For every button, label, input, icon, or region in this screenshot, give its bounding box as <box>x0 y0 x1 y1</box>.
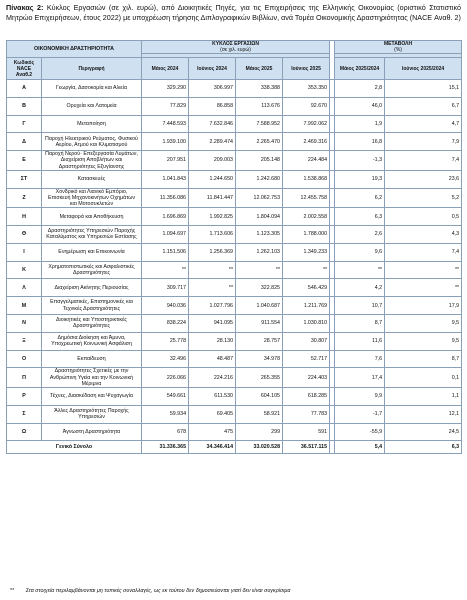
sector-description: Επαγγελματικές, Επιστημονικές και Τεχνικές Δραστηριότητες <box>42 297 142 315</box>
value-may-2025: 113.676 <box>236 97 283 115</box>
value-may-2024: 207.951 <box>142 151 189 171</box>
value-may-2024: 329.290 <box>142 80 189 98</box>
value-june-2024: 224.216 <box>189 368 236 388</box>
value-june-2025: 2.002.558 <box>283 208 330 226</box>
change-may: 46,0 <box>335 97 385 115</box>
sector-description: Άλλες Δραστηριότητες Παροχής Υπηρεσιών <box>42 405 142 423</box>
value-june-2025: 546.429 <box>283 279 330 297</box>
change-june: 7,9 <box>385 133 462 151</box>
total-june-change: 6,3 <box>385 441 462 454</box>
sector-code: Ε <box>7 151 42 171</box>
change-may: 10,7 <box>335 297 385 315</box>
sector-code: ΣΤ <box>7 170 42 188</box>
change-header-title: ΜΕΤΑΒΟΛΗ <box>384 41 413 47</box>
change-june: 4,3 <box>385 226 462 244</box>
code-header: Κωδικός NACE Αναθ.2 <box>7 58 42 80</box>
value-may-2025: 34.978 <box>236 350 283 368</box>
value-june-2024: 48.487 <box>189 350 236 368</box>
value-june-2024: 1.027.796 <box>189 297 236 315</box>
value-june-2024: 209.003 <box>189 151 236 171</box>
sector-code: Ω <box>7 423 42 441</box>
value-may-2024: 1.939.100 <box>142 133 189 151</box>
value-june-2024: 1.992.825 <box>189 208 236 226</box>
value-may-2024: 678 <box>142 423 189 441</box>
value-june-2024: 2.289.474 <box>189 133 236 151</box>
change-june: 7,4 <box>385 243 462 261</box>
total-june-2024: 34.346.414 <box>189 441 236 454</box>
change-june: 12,1 <box>385 405 462 423</box>
change-june: 9,5 <box>385 332 462 350</box>
value-june-2025: 591 <box>283 423 330 441</box>
change-may: 17,4 <box>335 368 385 388</box>
sector-description: Χρηματοπιστωτικές και Ασφαλιστικές Δραστηριότητες <box>42 261 142 279</box>
change-june: 7,4 <box>385 151 462 171</box>
change-may: 2,6 <box>335 226 385 244</box>
sector-description: Τέχνες, Διασκέδαση και Ψυχαγωγία <box>42 387 142 405</box>
sector-description: Ορυχεία και Λατομεία <box>42 97 142 115</box>
value-june-2024: 1.713.606 <box>189 226 236 244</box>
change-may: 19,3 <box>335 170 385 188</box>
total-row <box>7 441 462 454</box>
table-row <box>7 97 462 115</box>
value-june-2025: 2.469.316 <box>283 133 330 151</box>
col-may-change-header: Μάιος 2025/2024 <box>335 58 385 80</box>
value-may-2025: 338.388 <box>236 80 283 98</box>
change-june: 17,9 <box>385 297 462 315</box>
table-row <box>7 170 462 188</box>
change-june: 23,6 <box>385 170 462 188</box>
value-may-2025: 58.921 <box>236 405 283 423</box>
value-may-2024: 1.094.697 <box>142 226 189 244</box>
value-june-2025: 7.992.062 <box>283 115 330 133</box>
table-row <box>7 423 462 441</box>
sector-description: Δραστηριότητες Υπηρεσιών Παροχής Καταλύματος και Υπηρεσιών Εστίασης <box>42 226 142 244</box>
sector-code: Ι <box>7 243 42 261</box>
change-may: 6,3 <box>335 208 385 226</box>
value-june-2024: ** <box>189 279 236 297</box>
change-may: ** <box>335 261 385 279</box>
turnover-header-title: ΚΥΚΛΟΣ ΕΡΓΑΣΙΩΝ <box>212 41 259 47</box>
change-june: 8,7 <box>385 350 462 368</box>
value-june-2025: 224.403 <box>283 368 330 388</box>
sector-code: Δ <box>7 133 42 151</box>
sector-code: Γ <box>7 115 42 133</box>
sector-code: Π <box>7 368 42 388</box>
value-june-2025: 1.788.000 <box>283 226 330 244</box>
table-row <box>7 115 462 133</box>
value-june-2025: 1.349.233 <box>283 243 330 261</box>
value-june-2025: 353.350 <box>283 80 330 98</box>
value-may-2025: 265.355 <box>236 368 283 388</box>
value-june-2024: 11.841.447 <box>189 188 236 208</box>
value-may-2024: 838.224 <box>142 314 189 332</box>
change-may: 4,2 <box>335 279 385 297</box>
change-june: 15,1 <box>385 80 462 98</box>
change-june: ** <box>385 279 462 297</box>
change-june: 1,1 <box>385 387 462 405</box>
change-june: 24,5 <box>385 423 462 441</box>
value-may-2025: 1.242.680 <box>236 170 283 188</box>
value-may-2024: 11.356.086 <box>142 188 189 208</box>
turnover-header <box>142 41 330 54</box>
value-june-2025: 1.211.769 <box>283 297 330 315</box>
col-june-2024-header: Ιούνιος 2024 <box>189 58 236 80</box>
value-may-2025: 1.804.094 <box>236 208 283 226</box>
change-header <box>335 41 462 54</box>
sector-description: Μεταφορά και Αποθήκευση <box>42 208 142 226</box>
table-row <box>7 226 462 244</box>
change-june: 5,2 <box>385 188 462 208</box>
sector-description: Παροχή Ηλεκτρικού Ρεύματος, Φυσικού Αερίου, Ατμού και Κλιματισμού <box>42 133 142 151</box>
value-may-2024: 7.448.593 <box>142 115 189 133</box>
value-may-2024: 1.041.843 <box>142 170 189 188</box>
sector-description: Παροχή Νερού· Επεξεργασία Λυμάτων, Διαχείριση Αποβλήτων και Δραστηριότητες Εξυγίανσης <box>42 151 142 171</box>
table-row <box>7 387 462 405</box>
value-june-2025: 77.783 <box>283 405 330 423</box>
change-june: 4,7 <box>385 115 462 133</box>
value-may-2025: 1.040.687 <box>236 297 283 315</box>
table-caption <box>6 3 461 24</box>
change-may: 9,9 <box>335 387 385 405</box>
value-june-2024: 306.997 <box>189 80 236 98</box>
sector-code: Ξ <box>7 332 42 350</box>
change-header-unit: (%) <box>394 47 402 53</box>
value-may-2025: 12.062.753 <box>236 188 283 208</box>
sector-code: Β <box>7 97 42 115</box>
value-june-2024: 1.256.369 <box>189 243 236 261</box>
change-june: 0,1 <box>385 368 462 388</box>
total-may-change: 5,4 <box>335 441 385 454</box>
value-june-2024: 69.405 <box>189 405 236 423</box>
change-may: -55,9 <box>335 423 385 441</box>
table-row <box>7 332 462 350</box>
footnote <box>10 588 290 594</box>
total-may-2025: 33.020.528 <box>236 441 283 454</box>
sector-code: Λ <box>7 279 42 297</box>
value-may-2025: 911.554 <box>236 314 283 332</box>
sector-description: Διοικητικές και Υποστηρικτικές Δραστηριότητες <box>42 314 142 332</box>
change-may: 1,9 <box>335 115 385 133</box>
col-june-2025-header: Ιούνιος 2025 <box>283 58 330 80</box>
value-june-2025: ** <box>283 261 330 279</box>
table-row <box>7 188 462 208</box>
value-may-2025: 299 <box>236 423 283 441</box>
value-june-2025: 52.717 <box>283 350 330 368</box>
col-may-2025-header: Μάιος 2025 <box>236 58 283 80</box>
change-june: 0,5 <box>385 208 462 226</box>
value-may-2025: 7.588.952 <box>236 115 283 133</box>
value-june-2025: 618.285 <box>283 387 330 405</box>
value-june-2024: 86.858 <box>189 97 236 115</box>
sector-description: Κατασκευές <box>42 170 142 188</box>
sector-description: Δραστηριότητες Σχετικές με την Ανθρώπινη Υγεία και την Κοινωνική Μέριμνα <box>42 368 142 388</box>
value-may-2025: 1.123.305 <box>236 226 283 244</box>
sector-description: Μεταποίηση <box>42 115 142 133</box>
sector-code: Σ <box>7 405 42 423</box>
value-may-2025: 1.262.103 <box>236 243 283 261</box>
value-june-2025: 224.484 <box>283 151 330 171</box>
change-june: ** <box>385 261 462 279</box>
value-may-2024: 1.696.869 <box>142 208 189 226</box>
sector-code: Ο <box>7 350 42 368</box>
sector-description: Άγνωστη Δραστηριότητα <box>42 423 142 441</box>
change-may: 11,6 <box>335 332 385 350</box>
change-june: 9,5 <box>385 314 462 332</box>
value-june-2025: 30.807 <box>283 332 330 350</box>
table-row <box>7 405 462 423</box>
value-june-2024: 611.530 <box>189 387 236 405</box>
table-row <box>7 297 462 315</box>
value-may-2024: 32.496 <box>142 350 189 368</box>
value-may-2025: 2.265.470 <box>236 133 283 151</box>
change-may: 6,2 <box>335 188 385 208</box>
caption-text: Κύκλος Εργασιών (σε χιλ. ευρώ), από Διοικητικές Πηγές, για τις Επιχειρήσεις της Ελληνικής Οικονομίας (οριστικό Στατιστικό Μητρώο Επιχειρήσεων, έτους 2022) με υποχρέωση τήρησης Διπλογραφικών Βιβλίων, ανά Τομέα Οικονομικής Δραστηριότητας (NACE Αναθ. 2) <box>6 3 462 23</box>
change-may: -1,7 <box>335 405 385 423</box>
value-june-2024: 475 <box>189 423 236 441</box>
value-may-2024: 940.036 <box>142 297 189 315</box>
sector-code: Η <box>7 208 42 226</box>
sector-code: Ν <box>7 314 42 332</box>
change-may: -1,3 <box>335 151 385 171</box>
value-may-2025: 205.148 <box>236 151 283 171</box>
sector-code: Ζ <box>7 188 42 208</box>
change-june: 6,7 <box>385 97 462 115</box>
change-may: 2,8 <box>335 80 385 98</box>
value-may-2025: 604.105 <box>236 387 283 405</box>
change-may: 8,7 <box>335 314 385 332</box>
table-row <box>7 243 462 261</box>
change-may: 7,6 <box>335 350 385 368</box>
value-june-2025: 1.030.810 <box>283 314 330 332</box>
sector-description: Εκπαίδευση <box>42 350 142 368</box>
footnote-marker: ** <box>10 588 15 594</box>
sector-code: Κ <box>7 261 42 279</box>
sector-description: Διαχείριση Ακίνητης Περιουσίας <box>42 279 142 297</box>
value-may-2025: 28.757 <box>236 332 283 350</box>
footnote-text: Στα στοιχεία περιλαμβάνονται μη τυπικές συναλλαγές, ως εκ τούτου δεν δημοσιεύονται γιατί δεν είναι συγκρίσιμα <box>25 588 291 594</box>
value-june-2024: 28.130 <box>189 332 236 350</box>
col-june-change-header: Ιούνιος 2025/2024 <box>385 58 462 80</box>
total-may-2024: 31.336.365 <box>142 441 189 454</box>
value-may-2024: 549.661 <box>142 387 189 405</box>
value-june-2025: 92.670 <box>283 97 330 115</box>
turnover-header-unit: (σε χιλ. ευρώ) <box>220 47 251 53</box>
table-row <box>7 151 462 171</box>
sector-code: Μ <box>7 297 42 315</box>
table-row <box>7 208 462 226</box>
table-row <box>7 279 462 297</box>
description-header: Περιγραφή <box>42 58 142 80</box>
turnover-table <box>6 40 462 454</box>
change-may: 16,8 <box>335 133 385 151</box>
table-row <box>7 80 462 98</box>
value-may-2024: 309.717 <box>142 279 189 297</box>
value-may-2024: 226.066 <box>142 368 189 388</box>
value-may-2025: 322.825 <box>236 279 283 297</box>
table-row <box>7 261 462 279</box>
value-may-2025: ** <box>236 261 283 279</box>
value-june-2024: ** <box>189 261 236 279</box>
value-may-2024: ** <box>142 261 189 279</box>
col-may-2024-header: Μάιος 2024 <box>142 58 189 80</box>
value-june-2025: 1.538.868 <box>283 170 330 188</box>
total-june-2025: 36.517.115 <box>283 441 330 454</box>
change-may: 9,6 <box>335 243 385 261</box>
value-may-2024: 25.778 <box>142 332 189 350</box>
table-row <box>7 350 462 368</box>
sector-description: Γεωργία, Δασοκομία και Αλιεία <box>42 80 142 98</box>
sector-code: Ρ <box>7 387 42 405</box>
sector-description: Χονδρικό και Λιανικό Εμπόριο, Επισκευή Μηχανοκινήτων Οχημάτων και Μοτοσυκλετών <box>42 188 142 208</box>
value-june-2024: 941.095 <box>189 314 236 332</box>
sector-code: Θ <box>7 226 42 244</box>
activity-header: ΟΙΚΟΝΟΜΙΚΗ ΔΡΑΣΤΗΡΙΟΤΗΤΑ <box>7 41 142 58</box>
value-may-2024: 77.829 <box>142 97 189 115</box>
table-row <box>7 368 462 388</box>
value-may-2024: 59.934 <box>142 405 189 423</box>
table-row <box>7 314 462 332</box>
caption-label: Πίνακας 2: <box>6 3 44 12</box>
value-june-2024: 7.632.846 <box>189 115 236 133</box>
sector-description: Δημόσια Διοίκηση και Άμυνα, Υποχρεωτική Κοινωνική Ασφάλιση <box>42 332 142 350</box>
value-june-2024: 1.244.650 <box>189 170 236 188</box>
value-june-2025: 12.455.758 <box>283 188 330 208</box>
total-label: Γενικό Σύνολο <box>7 441 142 454</box>
sector-description: Ενημέρωση και Επικοινωνία <box>42 243 142 261</box>
value-may-2024: 1.151.506 <box>142 243 189 261</box>
sector-code: Α <box>7 80 42 98</box>
table-row <box>7 133 462 151</box>
